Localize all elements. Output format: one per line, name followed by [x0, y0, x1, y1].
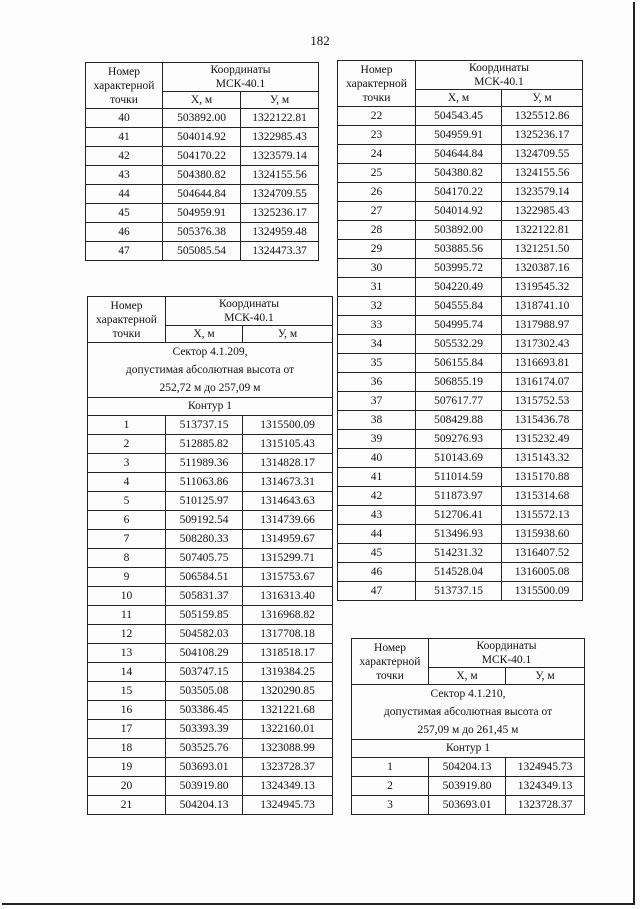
- table-row: [352, 796, 585, 815]
- table-row: [88, 739, 333, 758]
- y-coordinate-cell: 1322985.43: [241, 128, 319, 147]
- y-coordinate-cell: 1315572.13: [502, 506, 583, 525]
- point-number-cell: 2: [88, 435, 166, 454]
- y-coordinate-cell: 1324349.13: [506, 777, 585, 796]
- x-coordinate-cell: 504014.92: [416, 202, 502, 221]
- table-header-row: [88, 297, 333, 326]
- table-row: [88, 663, 333, 682]
- y-column-header: У, м: [506, 668, 585, 685]
- point-number-cell: 19: [88, 758, 166, 777]
- y-coordinate-cell: 1317708.18: [243, 625, 333, 644]
- point-number-cell: 47: [338, 582, 416, 601]
- x-coordinate-cell: 503693.01: [166, 758, 243, 777]
- table-row: [338, 487, 583, 506]
- table-header-row: [86, 63, 319, 92]
- table-row: [338, 316, 583, 335]
- table-row: [88, 492, 333, 511]
- y-coordinate-cell: 1316005.08: [502, 563, 583, 582]
- table-row: [88, 606, 333, 625]
- x-coordinate-cell: 505532.29: [416, 335, 502, 354]
- point-number-cell: 10: [88, 587, 166, 606]
- table-row: [86, 185, 319, 204]
- y-coordinate-cell: 1324155.56: [502, 164, 583, 183]
- point-number-cell: 38: [338, 411, 416, 430]
- point-number-cell: 45: [338, 544, 416, 563]
- x-coordinate-cell: 512885.82: [166, 435, 243, 454]
- point-number-cell: 40: [338, 449, 416, 468]
- y-coordinate-cell: 1317988.97: [502, 316, 583, 335]
- y-coordinate-cell: 1315299.71: [243, 549, 333, 568]
- x-coordinate-cell: 504204.13: [429, 758, 506, 777]
- x-coordinate-cell: 513496.93: [416, 525, 502, 544]
- point-number-cell: 37: [338, 392, 416, 411]
- point-number-cell: 14: [88, 663, 166, 682]
- y-coordinate-cell: 1324155.56: [241, 166, 319, 185]
- point-number-cell: 6: [88, 511, 166, 530]
- point-number-cell: 7: [88, 530, 166, 549]
- x-column-header: X, м: [163, 92, 241, 109]
- y-coordinate-cell: 1314673.31: [243, 473, 333, 492]
- point-number-cell: 28: [338, 221, 416, 240]
- point-number-cell: 4: [88, 473, 166, 492]
- x-coordinate-cell: 504995.74: [416, 316, 502, 335]
- y-coordinate-cell: 1322985.43: [502, 202, 583, 221]
- x-coordinate-cell: 510143.69: [416, 449, 502, 468]
- point-number-cell: 26: [338, 183, 416, 202]
- point-number-cell: 13: [88, 644, 166, 663]
- y-coordinate-cell: 1323579.14: [241, 147, 319, 166]
- point-number-cell: 16: [88, 701, 166, 720]
- y-coordinate-cell: 1321251.50: [502, 240, 583, 259]
- table-row: [338, 202, 583, 221]
- coordinates-header: Координаты МСК-40.1: [429, 639, 585, 668]
- x-coordinate-cell: 507617.77: [416, 392, 502, 411]
- table-row: [86, 223, 319, 242]
- table-row: [88, 473, 333, 492]
- point-number-cell: 40: [86, 109, 163, 128]
- x-coordinate-cell: 503393.39: [166, 720, 243, 739]
- point-number-cell: 11: [88, 606, 166, 625]
- table-row: [338, 145, 583, 164]
- x-coordinate-cell: 504170.22: [163, 147, 241, 166]
- x-coordinate-cell: 503892.00: [163, 109, 241, 128]
- table-row: [88, 511, 333, 530]
- contour-row: [352, 740, 585, 758]
- x-coordinate-cell: 504204.13: [166, 796, 243, 815]
- point-number-cell: 36: [338, 373, 416, 392]
- point-number-cell: 47: [86, 242, 163, 261]
- sector-row: [352, 685, 585, 740]
- table-row: [88, 701, 333, 720]
- point-number-cell: 1: [88, 416, 166, 435]
- table-row: [88, 454, 333, 473]
- x-coordinate-cell: 511989.36: [166, 454, 243, 473]
- point-number-cell: 15: [88, 682, 166, 701]
- y-column-header: У, м: [241, 92, 319, 109]
- point-number-cell: 3: [352, 796, 429, 815]
- table-row: [338, 221, 583, 240]
- point-number-cell: 45: [86, 204, 163, 223]
- x-coordinate-cell: 503919.80: [166, 777, 243, 796]
- x-coordinate-cell: 503995.72: [416, 259, 502, 278]
- y-coordinate-cell: 1325236.17: [502, 126, 583, 145]
- x-coordinate-cell: 504582.03: [166, 625, 243, 644]
- x-coordinate-cell: 505376.38: [163, 223, 241, 242]
- x-coordinate-cell: 504380.82: [163, 166, 241, 185]
- y-coordinate-cell: 1315752.53: [502, 392, 583, 411]
- point-number-cell: 30: [338, 259, 416, 278]
- y-coordinate-cell: 1320387.16: [502, 259, 583, 278]
- y-coordinate-cell: 1315170.88: [502, 468, 583, 487]
- y-coordinate-cell: 1324473.37: [241, 242, 319, 261]
- x-coordinate-cell: 511063.86: [166, 473, 243, 492]
- x-coordinate-cell: 510125.97: [166, 492, 243, 511]
- point-number-cell: 17: [88, 720, 166, 739]
- table-row: [86, 166, 319, 185]
- y-coordinate-cell: 1317302.43: [502, 335, 583, 354]
- coordinates-header: Координаты МСК-40.1: [163, 63, 319, 92]
- point-number-cell: 25: [338, 164, 416, 183]
- x-coordinate-cell: 504555.84: [416, 297, 502, 316]
- y-coordinate-cell: 1324709.55: [241, 185, 319, 204]
- table-row: [88, 777, 333, 796]
- y-coordinate-cell: 1315500.09: [502, 582, 583, 601]
- y-coordinate-cell: 1316968.82: [243, 606, 333, 625]
- point-number-cell: 46: [338, 563, 416, 582]
- y-coordinate-cell: 1325512.86: [502, 107, 583, 126]
- x-coordinate-cell: 512706.41: [416, 506, 502, 525]
- table-row: [86, 128, 319, 147]
- point-number-header: Номер характерной точки: [338, 61, 416, 107]
- y-coordinate-cell: 1314828.17: [243, 454, 333, 473]
- point-number-cell: 2: [352, 777, 429, 796]
- x-coordinate-cell: 505085.54: [163, 242, 241, 261]
- y-column-header: У, м: [502, 90, 583, 107]
- point-number-header: Номер характерной точки: [352, 639, 429, 685]
- y-coordinate-cell: 1324945.73: [243, 796, 333, 815]
- table-row: [88, 644, 333, 663]
- contour-row: [88, 398, 333, 416]
- sector-description: Сектор 4.1.209, допустимая абсолютная высота от 252,72 м до 257,09 м: [88, 343, 333, 398]
- table-row: [88, 587, 333, 606]
- table-row: [338, 468, 583, 487]
- contour-label: Контур 1: [88, 398, 333, 416]
- table-row: [338, 430, 583, 449]
- y-coordinate-cell: 1322160.01: [243, 720, 333, 739]
- table-row: [88, 720, 333, 739]
- table-row: [338, 297, 583, 316]
- point-number-cell: 39: [338, 430, 416, 449]
- x-coordinate-cell: 511873.97: [416, 487, 502, 506]
- x-coordinate-cell: 505159.85: [166, 606, 243, 625]
- point-number-cell: 18: [88, 739, 166, 758]
- point-number-cell: 31: [338, 278, 416, 297]
- table-row: [338, 183, 583, 202]
- x-coordinate-cell: 514528.04: [416, 563, 502, 582]
- table-row: [338, 354, 583, 373]
- x-coordinate-cell: 503892.00: [416, 221, 502, 240]
- y-coordinate-cell: 1324959.48: [241, 223, 319, 242]
- table-row: [338, 392, 583, 411]
- x-coordinate-cell: 506584.51: [166, 568, 243, 587]
- y-coordinate-cell: 1315314.68: [502, 487, 583, 506]
- x-coordinate-cell: 504959.91: [163, 204, 241, 223]
- x-coordinate-cell: 503505.08: [166, 682, 243, 701]
- y-coordinate-cell: 1323728.37: [506, 796, 585, 815]
- y-coordinate-cell: 1323728.37: [243, 758, 333, 777]
- x-coordinate-cell: 503747.15: [166, 663, 243, 682]
- coordinates-header: Координаты МСК-40.1: [416, 61, 583, 90]
- table-row: [88, 625, 333, 644]
- y-coordinate-cell: 1315436.78: [502, 411, 583, 430]
- sector-row: [88, 343, 333, 398]
- x-coordinate-cell: 506855.19: [416, 373, 502, 392]
- sector-description: Сектор 4.1.210, допустимая абсолютная высота от 257,09 м до 261,45 м: [352, 685, 585, 740]
- y-coordinate-cell: 1319384.25: [243, 663, 333, 682]
- x-coordinate-cell: 503693.01: [429, 796, 506, 815]
- x-coordinate-cell: 503386.45: [166, 701, 243, 720]
- point-number-cell: 43: [86, 166, 163, 185]
- x-coordinate-cell: 511014.59: [416, 468, 502, 487]
- table-row: [338, 126, 583, 145]
- y-coordinate-cell: 1315232.49: [502, 430, 583, 449]
- x-coordinate-cell: 504959.91: [416, 126, 502, 145]
- point-number-cell: 42: [338, 487, 416, 506]
- table-row: [338, 164, 583, 183]
- table-row: [88, 758, 333, 777]
- point-number-cell: 8: [88, 549, 166, 568]
- x-coordinate-cell: 509192.54: [166, 511, 243, 530]
- x-coordinate-cell: 508429.88: [416, 411, 502, 430]
- point-number-cell: 27: [338, 202, 416, 221]
- point-number-cell: 23: [338, 126, 416, 145]
- point-number-cell: 12: [88, 625, 166, 644]
- x-coordinate-cell: 508280.33: [166, 530, 243, 549]
- y-coordinate-cell: 1325236.17: [241, 204, 319, 223]
- y-coordinate-cell: 1316693.81: [502, 354, 583, 373]
- point-number-cell: 22: [338, 107, 416, 126]
- x-coordinate-cell: 504644.84: [416, 145, 502, 164]
- table-row: [88, 568, 333, 587]
- table-row: [86, 242, 319, 261]
- y-coordinate-cell: 1323579.14: [502, 183, 583, 202]
- point-number-cell: 43: [338, 506, 416, 525]
- y-coordinate-cell: 1324709.55: [502, 145, 583, 164]
- x-coordinate-cell: 504644.84: [163, 185, 241, 204]
- point-number-cell: 29: [338, 240, 416, 259]
- table-row: [338, 525, 583, 544]
- x-coordinate-cell: 504108.29: [166, 644, 243, 663]
- table-row: [338, 240, 583, 259]
- x-coordinate-cell: 503525.76: [166, 739, 243, 758]
- point-number-cell: 33: [338, 316, 416, 335]
- x-coordinate-cell: 504014.92: [163, 128, 241, 147]
- y-coordinate-cell: 1323088.99: [243, 739, 333, 758]
- y-coordinate-cell: 1321221.68: [243, 701, 333, 720]
- table-row: [86, 109, 319, 128]
- table-row: [338, 107, 583, 126]
- point-number-cell: 41: [86, 128, 163, 147]
- table-row: [88, 416, 333, 435]
- point-number-header: Номер характерной точки: [86, 63, 163, 109]
- coordinates-table-b: [87, 296, 333, 815]
- x-coordinate-cell: 504543.45: [416, 107, 502, 126]
- x-coordinate-cell: 509276.93: [416, 430, 502, 449]
- y-coordinate-cell: 1314643.63: [243, 492, 333, 511]
- y-coordinate-cell: 1322122.81: [241, 109, 319, 128]
- table-row: [338, 259, 583, 278]
- y-coordinate-cell: 1315143.32: [502, 449, 583, 468]
- x-column-header: X, м: [429, 668, 506, 685]
- y-coordinate-cell: 1316407.52: [502, 544, 583, 563]
- table-header-row: [352, 639, 585, 668]
- y-coordinate-cell: 1315753.67: [243, 568, 333, 587]
- y-coordinate-cell: 1315500.09: [243, 416, 333, 435]
- point-number-cell: 42: [86, 147, 163, 166]
- x-column-header: X, м: [166, 326, 243, 343]
- y-coordinate-cell: 1319545.32: [502, 278, 583, 297]
- table-row: [338, 335, 583, 354]
- coordinates-header: Координаты МСК-40.1: [166, 297, 333, 326]
- table-row: [338, 563, 583, 582]
- y-column-header: У, м: [243, 326, 333, 343]
- table-row: [86, 204, 319, 223]
- y-coordinate-cell: 1315938.60: [502, 525, 583, 544]
- x-coordinate-cell: 513737.15: [416, 582, 502, 601]
- page-number: 182: [310, 33, 330, 48]
- point-number-cell: 5: [88, 492, 166, 511]
- point-number-cell: 44: [86, 185, 163, 204]
- x-coordinate-cell: 503885.56: [416, 240, 502, 259]
- x-coordinate-cell: 514231.32: [416, 544, 502, 563]
- x-coordinate-cell: 504170.22: [416, 183, 502, 202]
- coordinates-table-d: [351, 638, 585, 815]
- point-number-cell: 44: [338, 525, 416, 544]
- point-number-cell: 32: [338, 297, 416, 316]
- table-row: [338, 278, 583, 297]
- table-row: [86, 147, 319, 166]
- point-number-cell: 35: [338, 354, 416, 373]
- point-number-cell: 41: [338, 468, 416, 487]
- x-coordinate-cell: 513737.15: [166, 416, 243, 435]
- table-row: [88, 682, 333, 701]
- table-row: [88, 435, 333, 454]
- table-row: [338, 373, 583, 392]
- point-number-cell: 1: [352, 758, 429, 777]
- x-coordinate-cell: 506155.84: [416, 354, 502, 373]
- table-row: [88, 530, 333, 549]
- x-column-header: X, м: [416, 90, 502, 107]
- y-coordinate-cell: 1318741.10: [502, 297, 583, 316]
- y-coordinate-cell: 1318518.17: [243, 644, 333, 663]
- y-coordinate-cell: 1324945.73: [506, 758, 585, 777]
- y-coordinate-cell: 1324349.13: [243, 777, 333, 796]
- table-row: [338, 582, 583, 601]
- x-coordinate-cell: 503919.80: [429, 777, 506, 796]
- table-row: [88, 549, 333, 568]
- y-coordinate-cell: 1314739.66: [243, 511, 333, 530]
- point-number-cell: 21: [88, 796, 166, 815]
- table-row: [352, 758, 585, 777]
- y-coordinate-cell: 1322122.81: [502, 221, 583, 240]
- table-row: [338, 544, 583, 563]
- point-number-cell: 34: [338, 335, 416, 354]
- y-coordinate-cell: 1315105.43: [243, 435, 333, 454]
- y-coordinate-cell: 1316174.07: [502, 373, 583, 392]
- x-coordinate-cell: 504220.49: [416, 278, 502, 297]
- x-coordinate-cell: 507405.75: [166, 549, 243, 568]
- y-coordinate-cell: 1320290.85: [243, 682, 333, 701]
- point-number-cell: 46: [86, 223, 163, 242]
- table-header-row: [338, 61, 583, 90]
- point-number-header: Номер характерной точки: [88, 297, 166, 343]
- coordinates-table-c: [337, 60, 583, 601]
- coordinates-table-a: [85, 62, 319, 261]
- y-coordinate-cell: 1314959.67: [243, 530, 333, 549]
- y-coordinate-cell: 1316313.40: [243, 587, 333, 606]
- x-coordinate-cell: 505831.37: [166, 587, 243, 606]
- table-row: [352, 777, 585, 796]
- table-row: [338, 449, 583, 468]
- point-number-cell: 20: [88, 777, 166, 796]
- contour-label: Контур 1: [352, 740, 585, 758]
- table-row: [338, 506, 583, 525]
- table-row: [88, 796, 333, 815]
- x-coordinate-cell: 504380.82: [416, 164, 502, 183]
- point-number-cell: 3: [88, 454, 166, 473]
- point-number-cell: 9: [88, 568, 166, 587]
- table-row: [338, 411, 583, 430]
- point-number-cell: 24: [338, 145, 416, 164]
